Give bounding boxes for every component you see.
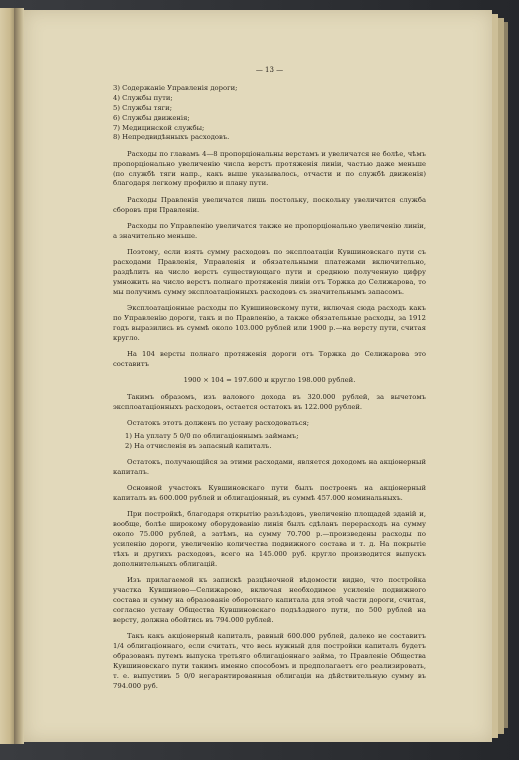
page-number: — 13 — — [255, 66, 284, 74]
paragraph: Эксплоатаціонные расходы по Кувшиновскому пути, включая сюда расходъ какъ по Управленію дороги, такъ и по Правленію, а также обязательные расходы, за 1912 годъ выразились въ суммѣ около 103.000 рублей или 1900 р.—на версту пути, считая кругло. — [113, 304, 426, 342]
page-content — [113, 66, 426, 698]
paragraph: Изъ прилагаемой къ запискѣ разцѣночной вѣдомости видно, что постройка участка Кувшиново—Селижарово, включая необходимое усиленіе подвижного состава и сумму на образованіе оборотнаго капитала для этой части дороги, считая, согласно уставу Общества Кувшиновскаго подъѣздного пути, по 500 рублей на версту, должна обойтись въ 794.000 рублей. — [113, 576, 426, 624]
paragraph: При постройкѣ, благодаря открытію разъѣздовъ, увеличенію площадей зданій и, вообще, болѣе широкому оборудованію линія былъ сдѣланъ перерасходъ на сумму около 75.000 рублей, а затѣмъ, на сумму 70.700 р.—произведены расходы по усиленію дороги, увеличенію количества подвижного состава и т. д. На покрытіе тѣхъ и другихъ расходовъ, всего на 145.000 руб. кругло производится выпускъ дополнительныхъ облигацій. — [113, 510, 426, 568]
formula: 1900 × 104 = 197.600 и кругло 198.000 рублей. — [183, 376, 356, 385]
book-gutter — [14, 8, 24, 744]
list-item: 1) На уплату 5 0/0 по облигаціоннымъ займамъ; — [125, 431, 299, 440]
paragraph: Остатокъ, получающійся за этими расходами, является доходомъ на акціонерный капиталъ. — [113, 457, 426, 476]
left-page-edge — [0, 8, 14, 744]
list-item: 2) На отчисленія въ запасный капиталъ. — [125, 441, 272, 450]
paragraph: Расходы по главамъ 4—8 пропорціональны верстамъ и увеличатся не болѣе, чѣмъ пропорціонально увеличенію числа верстъ протяженія линіи, частью даже меньше (по службѣ тяги напр., какъ выше указывалось, отчасти и по службѣ движенія) благодаря легкому профилю и плану пути. — [113, 149, 426, 188]
paragraph: Поэтому, если взять сумму расходовъ по эксплоатаціи Кувшиновскаго пути съ расходами Правленія, Управленія и обязательными платежами включительно, раздѣлить на число верстъ существующаго пути и среднюю полученную цифру умножить на число верстъ полнаго протяженія линіи отъ Торжка до Селижарова, то мы получимъ сумму эксплоатаціонныхъ расходовъ съ значительнымъ запасомъ. — [113, 248, 426, 296]
list-item: 3) Содержаніе Управленія дороги; — [113, 83, 238, 92]
list-item: 8) Непредвидѣнныхъ расходовъ. — [113, 133, 230, 142]
expense-list — [113, 84, 426, 143]
list-item: 5) Службы тяги; — [113, 103, 172, 112]
paragraph: Такъ какъ акціонерный капиталъ, равный 600.000 рублей, далеко не составитъ 1/4 облигаціоннаго, если считать, что весь нужный для постройки капиталъ будетъ образованъ путемъ выпуска третьяго облигаціоннаго займа, то Правленіе Общества Кувшиновскаго пути такимъ именно способомъ и предполагаетъ его реализировать, т. е. выпустивъ 5 0/0 негарантированныя облигаціи на дѣйствительную сумму въ 794.000 руб. — [113, 632, 426, 690]
list-item: 6) Службы движенія; — [113, 113, 190, 122]
paragraph: Такимъ образомъ, изъ валового дохода въ 320.000 рублей, за вычетомъ эксплоатаціонныхъ расходовъ, остается остатокъ въ 122.000 рублей. — [113, 392, 426, 411]
list-item: 7) Медицинской службы; — [113, 123, 205, 132]
list-item: 4) Службы пути; — [113, 93, 173, 102]
paragraph: На 104 версты полнаго протяженія дороги отъ Торжка до Селижарова это составитъ — [113, 350, 426, 368]
page-edges — [504, 22, 508, 728]
paragraph: Остатокъ этотъ долженъ по уставу расходоваться; — [127, 418, 310, 427]
paragraph: Расходы по Управленію увеличатся также не пропорціонально увеличенію линіи, а значительно меньше. — [113, 221, 426, 240]
paragraph: Основной участокъ Кувшиновскаго пути былъ построенъ на акціонерный капиталъ въ 600.000 рублей и облигаціонный, въ суммѣ 457.000 номинальныхъ. — [113, 484, 426, 503]
paragraph: Расходы Правленія увеличатся лишь постольку, поскольку увеличится служба сборовъ при Правленіи. — [113, 195, 426, 214]
